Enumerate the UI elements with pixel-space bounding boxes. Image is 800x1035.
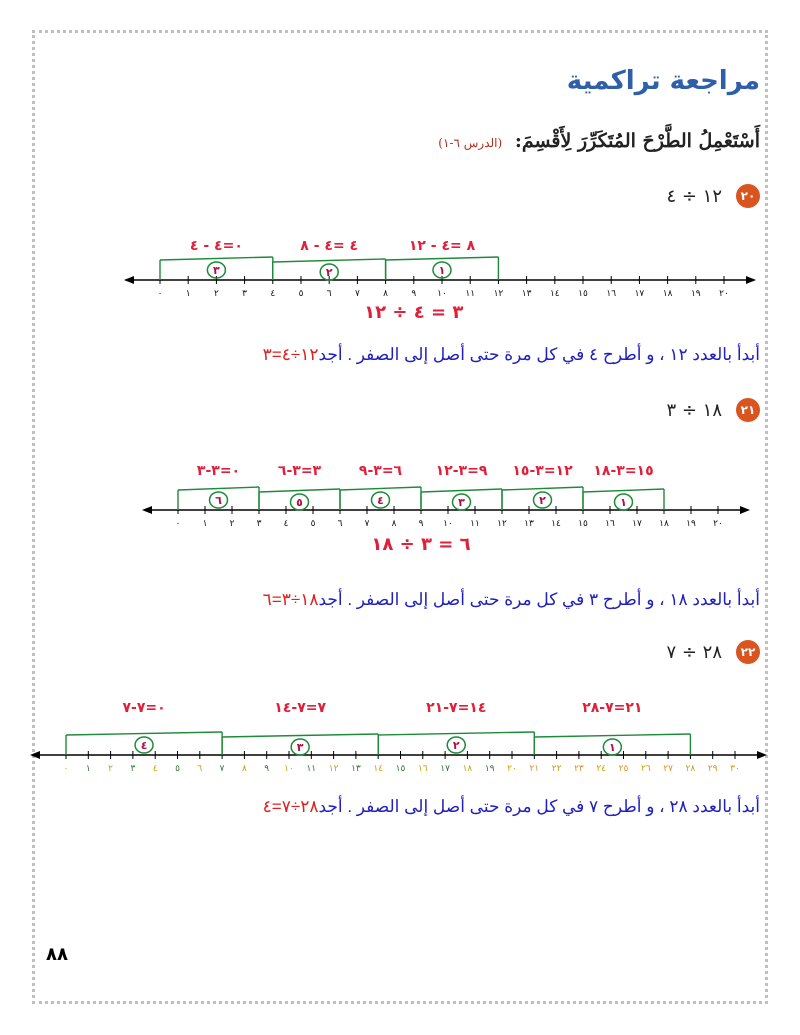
tick-label: ٢٩ [707,764,718,774]
tick-label: ٢٠ [507,764,517,774]
step-label: ٠=٤ - ٤ [189,238,243,254]
tick-label: ١٣ [351,764,361,774]
result-equation: ٣ = ٤ ÷ ١٢ [364,302,464,323]
jump-arc [160,257,273,260]
answer-result: ١٢÷٤=٣ [262,345,319,364]
tick-label: ١٥ [578,519,588,529]
tick-label: ١٤ [373,764,384,774]
tick-label: ٧ [354,289,360,299]
tick-label: ٠ [175,519,181,529]
step-label: ٠=٧-٧ [122,700,166,716]
problem-number-badge: ٢٢ [736,640,760,664]
jump-arc [273,259,386,262]
tick-label: ١٩ [690,289,701,299]
answer-text: أبدأ بالعدد ٢٨ ، و أطرح ٧ في كل مرة حتى أصل إلى الصفر . أجد [318,797,760,816]
subtitle-text: أَسْتَعْمِلُ الطَّرْحَ المُتَكَرِّرَ لِأَقْسِمَ: [514,130,760,152]
tick-label: ١٨ [659,519,669,529]
tick-label: ١٧ [440,764,450,774]
problem-20 [666,184,760,208]
step-label: ١٢=٣-١٥ [512,463,573,479]
jump-arc [386,257,499,260]
jump-arc [534,734,690,737]
tick-label: ٩ [418,519,424,529]
tick-label: ١١ [465,289,476,299]
tick-label: ٢٦ [640,764,651,774]
step-label: ١٥=٣-١٨ [593,463,654,479]
step-number: ٤ [377,494,384,507]
tick-label: ١٠ [437,289,447,299]
tick-label: ٧ [219,764,225,774]
step-label: ٩=٣-١٢ [435,463,488,479]
tick-label: ٢٠ [719,289,729,299]
tick-label: ١٦ [605,519,615,529]
number-line-problem-22 [0,690,800,780]
problem-21 [666,398,760,422]
tick-label: ٥ [298,289,304,299]
tick-label: ٩ [411,289,417,299]
right-arrow [740,506,750,514]
answer-text: أبدأ بالعدد ١٨ ، و أطرح ٣ في كل مرة حتى أصل إلى الصفر . أجد [318,590,760,609]
step-label: ٠=٣-٣ [196,463,241,479]
tick-label: ١٤ [551,519,561,529]
tick-label: ٢٠ [713,519,723,529]
step-label: ٨ =٤ - ١٢ [408,238,476,254]
number-line-problem-21 [0,455,800,565]
tick-label: ١٤ [549,289,560,299]
step-label: ٧=٧-١٤ [274,700,327,716]
tick-label: ٠ [63,764,69,774]
right-arrow [746,276,756,284]
tick-label: ١٩ [686,519,696,529]
jump-arc [583,489,664,492]
page-number: ٨٨ [46,944,68,965]
tick-label: ٤ [152,764,158,774]
tick-label: ٢١ [529,764,540,774]
tick-label: ١٧ [634,289,645,299]
jump-arc [378,732,534,735]
tick-label: ٢٧ [663,764,673,774]
tick-label: ٣ [256,519,262,529]
step-number: ٣ [458,496,465,509]
tick-label: ٨ [383,289,389,299]
jump-arc [222,734,378,737]
tick-label: ٧ [364,519,370,529]
tick-label: ٨ [241,764,247,774]
tick-label: ٦ [337,519,343,529]
tick-label: ١٠ [284,764,294,774]
tick-label: ٦ [197,764,203,774]
page-title: مراجعة تراكمية [566,66,760,96]
tick-label: ٣٠ [730,764,740,774]
step-number: ٥ [296,496,303,509]
tick-label: ١٢ [497,519,507,529]
problem-22 [666,640,760,664]
answer-problem-20 [263,345,760,365]
section-subtitle [438,130,760,152]
tick-label: ١٣ [521,289,532,299]
tick-label: ٣ [242,289,248,299]
tick-label: ١٥ [395,764,406,774]
left-arrow [124,276,134,284]
jump-arc [66,732,222,735]
step-number: ٦ [215,494,222,507]
tick-label: ٠ [157,289,163,299]
tick-label: ١٦ [606,289,617,299]
jump-arc [178,487,259,490]
tick-label: ١٢ [328,764,339,774]
step-number: ١ [438,264,446,277]
tick-label: ١٣ [524,519,534,529]
tick-label: ٢٤ [596,764,607,774]
step-number: ٤ [140,739,148,752]
jump-arc [421,489,502,492]
problem-expression: ١٢ ÷ ٤ [666,185,722,207]
tick-label: ١٦ [417,764,428,774]
problem-expression: ٢٨ ÷ ٧ [666,641,722,663]
step-number: ١ [608,741,616,754]
step-label: ٦=٣-٩ [358,463,403,479]
tick-label: ٢٣ [574,764,584,774]
tick-label: ١٥ [578,289,588,299]
answer-problem-21 [263,590,760,610]
tick-label: ٢ [213,289,219,299]
step-number: ٣ [213,264,220,277]
problem-number-badge: ٢١ [736,398,760,422]
tick-label: ١ [202,519,208,529]
tick-label: ١٩ [484,764,495,774]
left-arrow [142,506,152,514]
answer-text: أبدأ بالعدد ١٢ ، و أطرح ٤ في كل مرة حتى أصل إلى الصفر . أجد [318,345,760,364]
tick-label: ١ [185,289,191,299]
step-label: ١٤=٧-٢١ [426,700,487,716]
tick-label: ١٠ [443,519,453,529]
tick-label: ١١ [306,764,317,774]
step-number: ٢ [452,739,460,752]
step-number: ٣ [296,741,304,754]
tick-label: ٥ [175,764,180,774]
problem-expression: ١٨ ÷ ٣ [666,399,722,421]
right-arrow [757,751,767,759]
step-number: ٢ [325,266,333,279]
tick-label: ١١ [470,519,480,529]
tick-label: ١٢ [493,289,504,299]
tick-label: ٢ [229,519,235,529]
answer-result: ١٨÷٣=٦ [262,590,319,609]
tick-label: ٤ [270,289,276,299]
tick-label: ٨ [391,519,397,529]
tick-label: ٢٨ [685,764,696,774]
answer-result: ٢٨÷٧=٤ [262,797,319,816]
jump-arc [502,487,583,490]
tick-label: ٢٥ [618,764,629,774]
problem-number-badge: ٢٠ [736,184,760,208]
tick-label: ٢٢ [551,764,562,774]
answer-problem-22 [263,797,760,817]
tick-label: ١٨ [462,764,473,774]
tick-label: ٤ [283,519,289,529]
step-label: ٤ =٤ - ٨ [300,238,359,254]
tick-label: ١ [85,764,91,774]
tick-label: ٣ [130,764,136,774]
tick-label: ٩ [264,764,270,774]
result-equation: ٦ = ٣ ÷ ١٨ [371,534,471,555]
left-arrow [30,751,40,759]
lesson-reference: (الدرس ٦-١) [438,136,503,150]
step-number: ٢ [539,494,546,507]
step-label: ٣=٣-٦ [277,463,322,479]
tick-label: ٢ [108,764,114,774]
tick-label: ١٨ [662,289,673,299]
step-label: ٢١=٧-٢٨ [582,700,643,716]
jump-arc [259,489,340,492]
tick-label: ٥ [310,519,316,529]
jump-arc [340,487,421,490]
tick-label: ١٧ [632,519,642,529]
tick-label: ٦ [326,289,332,299]
number-line-problem-20 [0,230,800,330]
step-number: ١ [620,496,627,509]
